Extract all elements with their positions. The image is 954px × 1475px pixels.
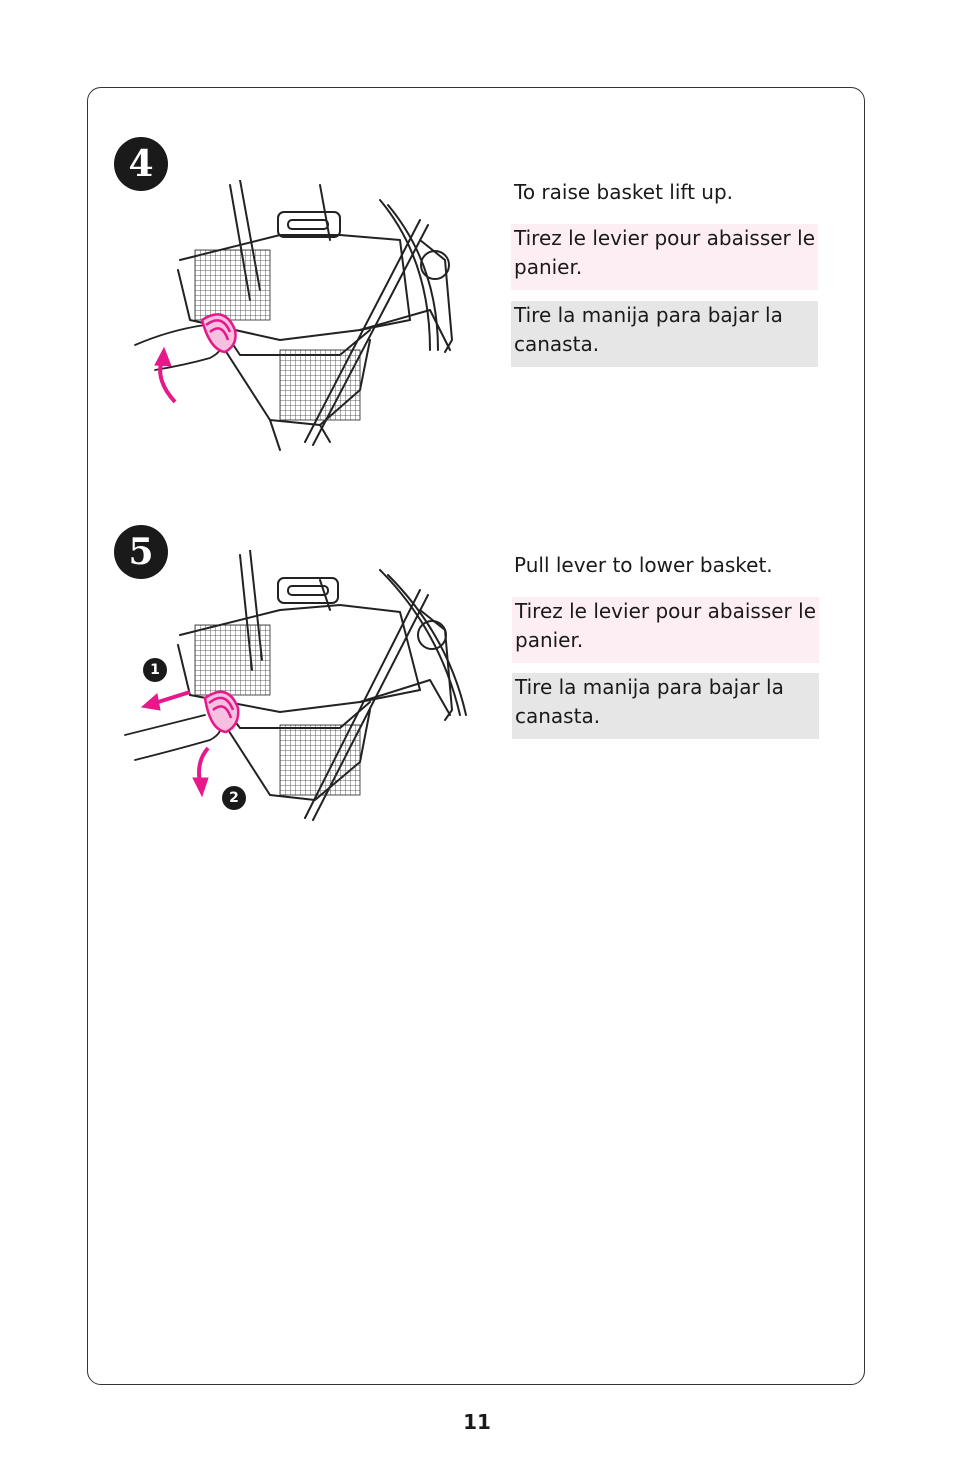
step-4-illustration: [130, 180, 470, 455]
step-4-badge: 4: [114, 137, 168, 191]
callout-1-badge: 1: [143, 658, 167, 682]
step-4-french-text: Tirez le levier pour abaisser le panier.: [511, 224, 818, 290]
step-5-badge: 5: [114, 525, 168, 579]
step-5-french-text: Tirez le levier pour abaisser le panier.: [512, 597, 819, 663]
step-4-spanish-text: Tire la manija para bajar la canasta.: [511, 301, 818, 367]
step-4-english-text: To raise basket lift up.: [514, 180, 734, 204]
page-number: 11: [463, 1410, 491, 1434]
callout-2-badge: 2: [222, 786, 246, 810]
step-5-spanish-text: Tire la manija para bajar la canasta.: [512, 673, 819, 739]
step-5-english-text: Pull lever to lower basket.: [514, 553, 773, 577]
step-5-illustration: [120, 550, 470, 825]
